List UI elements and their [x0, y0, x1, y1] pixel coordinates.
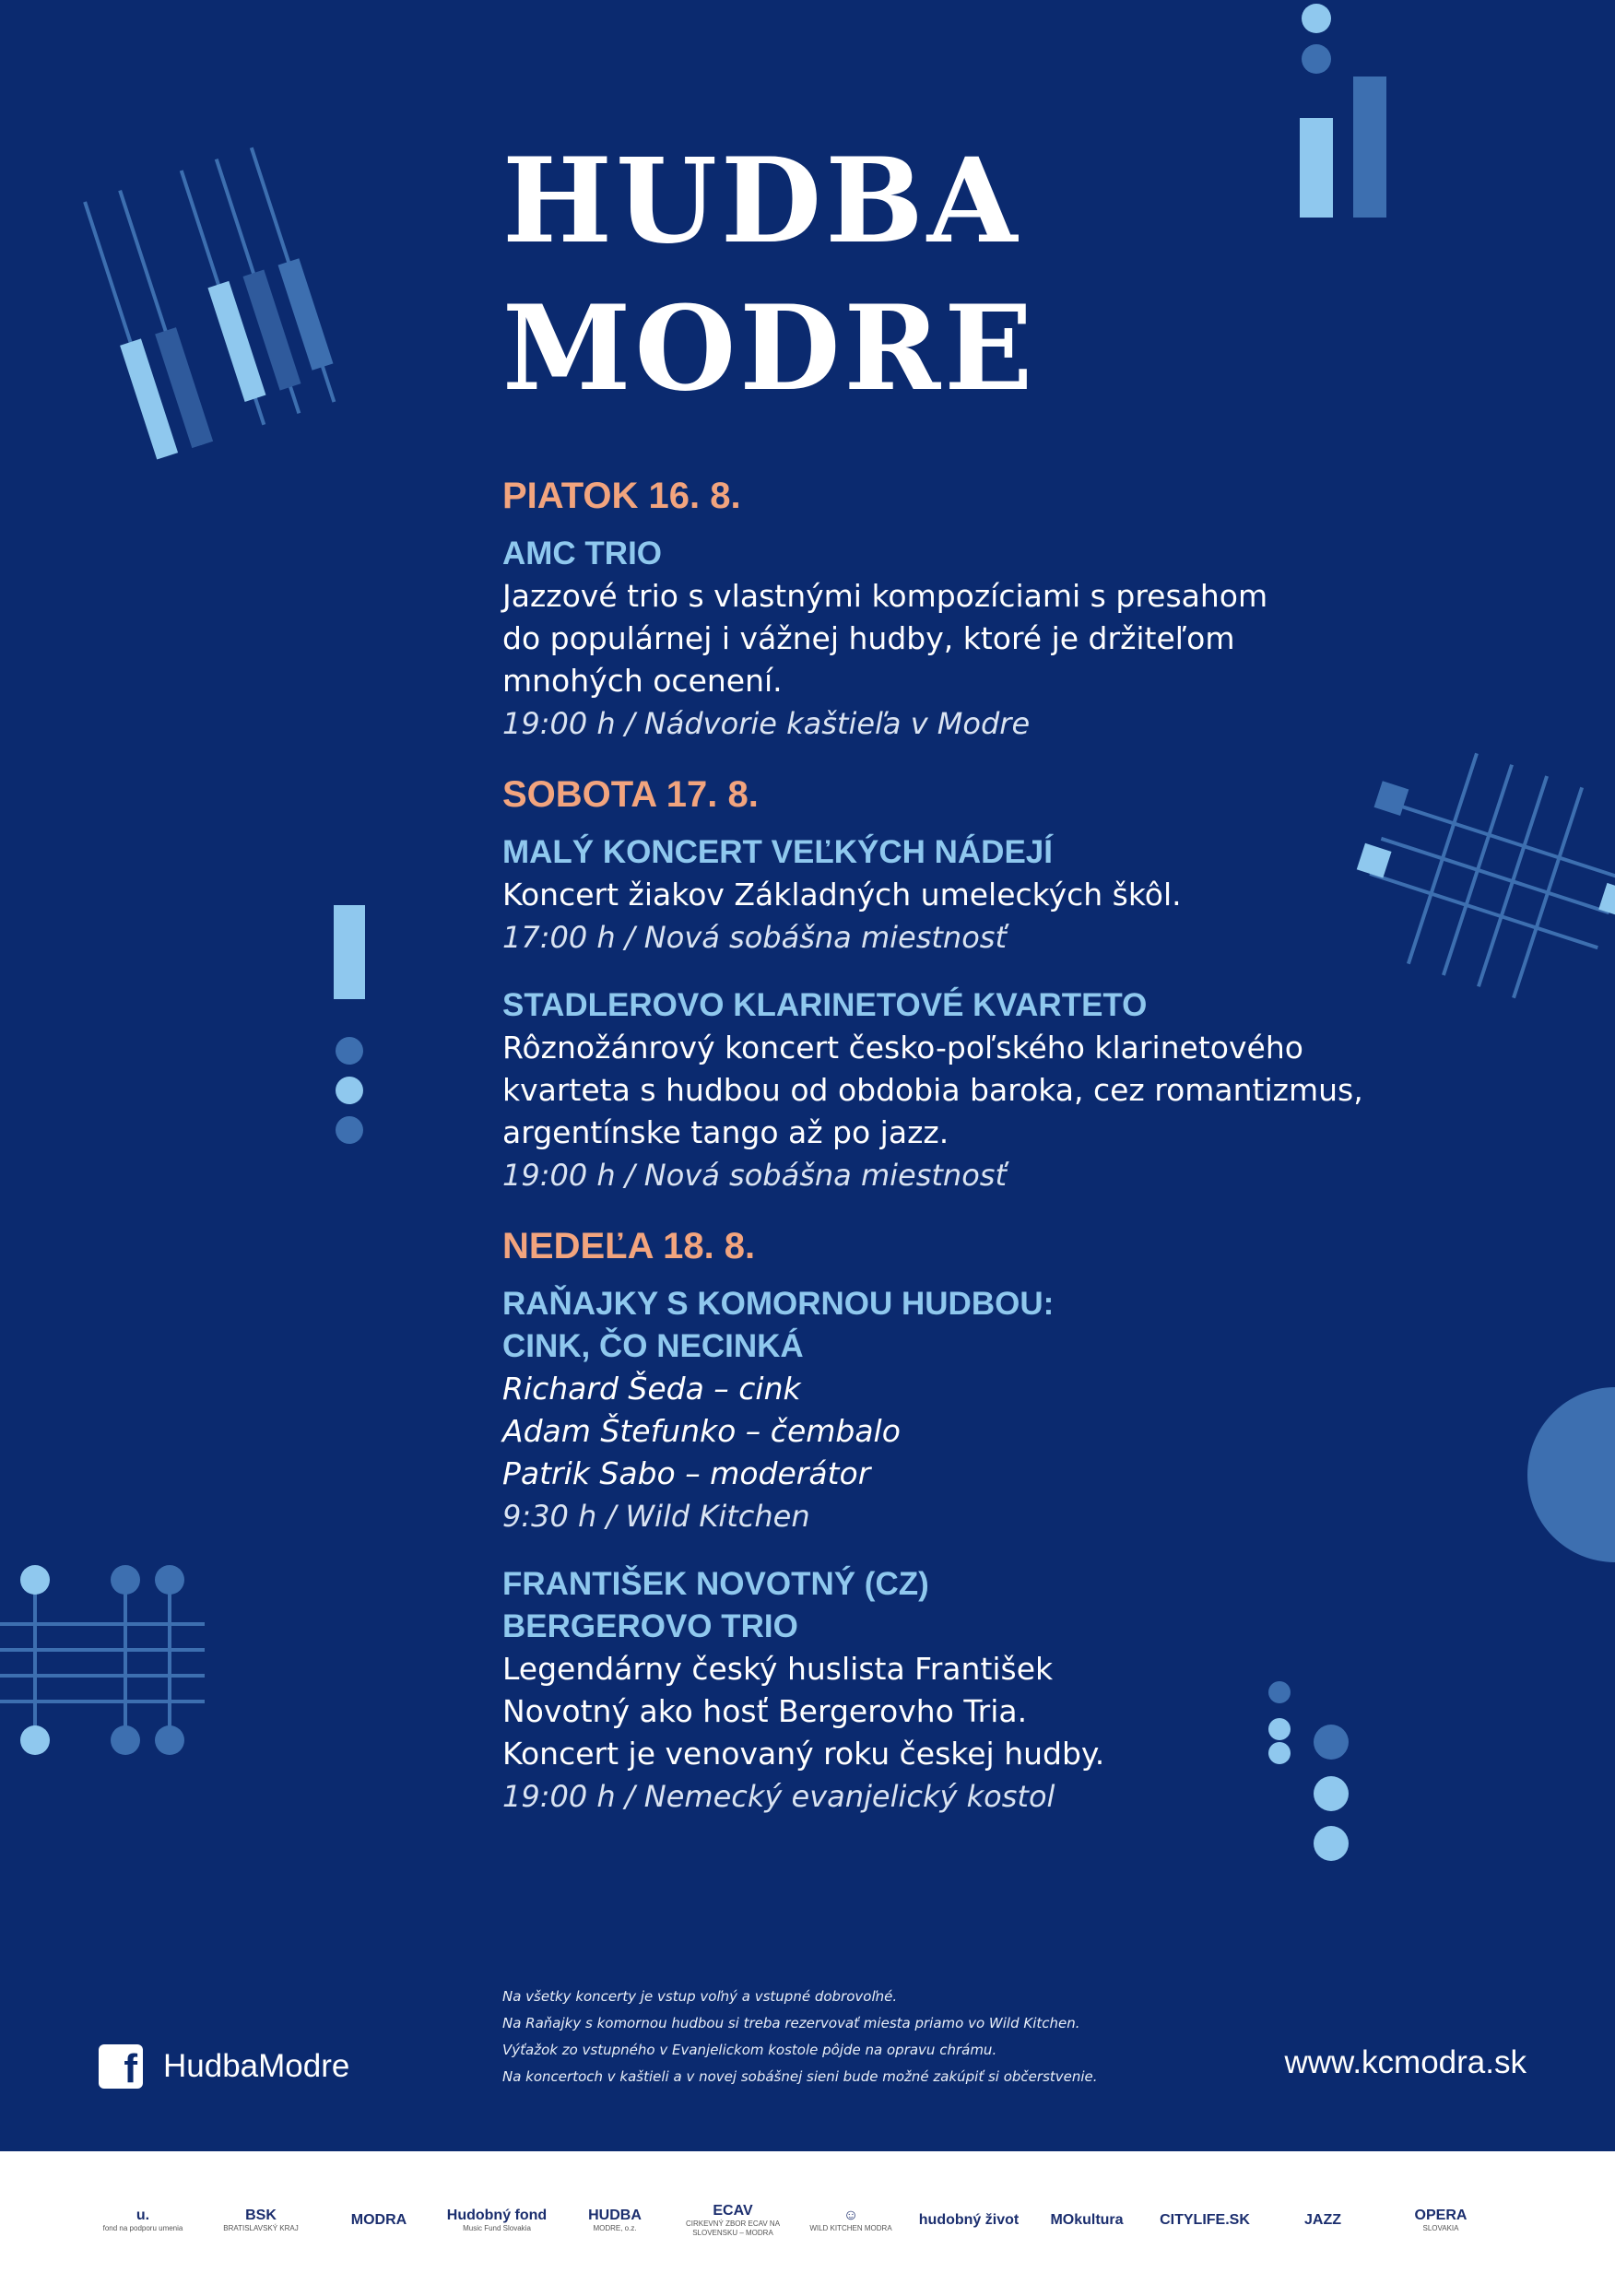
partner-logo[interactable] [328, 2188, 430, 2253]
partner-logo[interactable] [564, 2188, 666, 2253]
event-description [502, 575, 1443, 702]
program-schedule [502, 472, 1443, 1843]
description-line: Rôznožánrový koncert česko-poľského klarinetového [502, 1030, 1303, 1066]
event-item [502, 1283, 1443, 1537]
description-line: argentínske tango až po jazz. [502, 1114, 949, 1150]
left-bar-dots-decoration [334, 905, 365, 1144]
note-line: Výťažok zo vstupného v Evanjelickom kostole pôjde na opravu chrámu. [502, 2042, 997, 2058]
note-line: Na Raňajky s komornou hudbou si treba rezervovať miesta priamo vo Wild Kitchen. [502, 2015, 1080, 2031]
event-item [502, 533, 1443, 745]
event-title-line: STADLEROVO KLARINETOVÉ KVARTETO [502, 987, 1148, 1023]
event-description [502, 1027, 1443, 1154]
grid-decoration-left [0, 1565, 205, 1755]
event-title [502, 984, 1443, 1027]
description-line: kvarteta s hudbou od obdobia baroka, cez romantizmus, [502, 1072, 1363, 1108]
description-line: Jazzové trio s vlastnými kompozíciami s presahom [502, 578, 1268, 614]
day-label: NEDEĽA 18. 8. [502, 1226, 756, 1266]
partner-logo-caption: BRATISLAVSKÝ KRAJ [223, 2224, 299, 2232]
partner-logo-mark: HUDBA [588, 2208, 642, 2223]
event-title-line: MALÝ KONCERT VEĽKÝCH NÁDEJÍ [502, 834, 1053, 870]
note-line: Na koncertoch v kaštieli a v novej sobášnej sieni bude možné zakúpiť si občerstvenie. [502, 2068, 1098, 2085]
event-title-line: BERGEROVO TRIO [502, 1608, 798, 1644]
partner-logo-mark: ☺ [843, 2208, 859, 2223]
partner-logo-mark: u. [136, 2208, 150, 2223]
partner-logo-mark: BSK [245, 2208, 277, 2223]
footnotes [502, 1984, 1098, 2090]
event-time-venue: 9:30 h / Wild Kitchen [502, 1499, 810, 1534]
partner-logo-mark: OPERA [1414, 2208, 1468, 2223]
day-section [502, 472, 1443, 745]
event-time-venue: 19:00 h / Nemecký evanjelický kostol [502, 1779, 1055, 1814]
partner-logo[interactable] [1390, 2188, 1491, 2253]
day-label: SOBOTA 17. 8. [502, 774, 759, 815]
partner-logo-mark: CITYLIFE.SK [1160, 2212, 1250, 2228]
partner-logo-mark: MOkultura [1050, 2212, 1124, 2228]
event-item [502, 984, 1443, 1196]
partner-logo-mark: hudobný život [918, 2212, 1020, 2228]
partner-logo[interactable] [1036, 2188, 1138, 2253]
note-line: Na všetky koncerty je vstup voľný a vstupné dobrovoľné. [502, 1988, 898, 2005]
event-performers [502, 1368, 1443, 1495]
partner-logo-mark: MODRA [350, 2212, 407, 2228]
event-title [502, 1283, 1443, 1368]
event-time-venue: 19:00 h / Nádvorie kaštieľa v Modre [502, 706, 1031, 741]
facebook-link[interactable] [99, 2044, 349, 2089]
day-label: PIATOK 16. 8. [502, 476, 741, 516]
description-line: Koncert žiakov Základných umeleckých škôl. [502, 877, 1182, 913]
description-line: Legendárny český huslista František [502, 1651, 1054, 1687]
partner-logo[interactable] [682, 2188, 784, 2253]
partner-logo[interactable] [800, 2188, 902, 2253]
description-line: mnohých ocenení. [502, 663, 783, 699]
partner-logo[interactable] [1154, 2188, 1255, 2253]
event-title [502, 533, 1443, 575]
partner-logo-caption: MODRE, o.z. [593, 2224, 637, 2232]
partner-logo[interactable] [918, 2188, 1020, 2253]
facebook-handle[interactable]: HudbaModre [163, 2048, 350, 2084]
partner-logo-caption: Music Fund Slovakia [463, 2224, 531, 2232]
event-description [502, 874, 1443, 916]
day-section [502, 771, 1443, 1196]
website-link[interactable]: www.kcmodra.sk [1284, 2044, 1527, 2080]
event-title-line: AMC TRIO [502, 536, 663, 571]
partner-logo-caption: SLOVAKIA [1422, 2224, 1459, 2232]
title-line-2: MODRE [502, 280, 1037, 417]
description-line: Koncert je venovaný roku českej hudby. [502, 1736, 1105, 1772]
event-title-line: FRANTIŠEK NOVOTNÝ (CZ) [502, 1566, 929, 1602]
event-title-line: CINK, ČO NECINKÁ [502, 1328, 804, 1364]
half-circle-decoration [1527, 1387, 1615, 1562]
performer-line: Richard Šeda – cink [502, 1371, 801, 1407]
partner-logo-mark: JAZZ [1304, 2212, 1341, 2228]
partner-logo-mark: Hudobný fond [446, 2208, 548, 2223]
partner-logo-mark: ECAV [713, 2203, 753, 2219]
event-title-line: RAŇAJKY S KOMORNOU HUDBOU: [502, 1286, 1055, 1322]
event-description [502, 1648, 1443, 1775]
facebook-icon: f [99, 2044, 143, 2089]
partner-logo[interactable] [446, 2188, 548, 2253]
partner-logos-bar [0, 2151, 1615, 2296]
partner-logo[interactable] [1272, 2188, 1373, 2253]
event-title [502, 831, 1443, 874]
piano-keys-decoration [75, 145, 345, 460]
description-line: do populárnej i vážnej hudby, ktoré je držiteľom [502, 620, 1235, 656]
partner-logo[interactable] [92, 2188, 194, 2253]
event-title [502, 1563, 1443, 1648]
partner-logo-caption: WILD KITCHEN MODRA [809, 2224, 892, 2232]
title-line-1: HUDBA [502, 133, 1021, 269]
partner-logo-caption: fond na podporu umenia [102, 2224, 183, 2232]
performer-line: Patrik Sabo – moderátor [502, 1455, 871, 1491]
performer-line: Adam Štefunko – čembalo [502, 1413, 901, 1449]
festival-title [502, 127, 1036, 422]
event-item [502, 1563, 1443, 1818]
day-section [502, 1222, 1443, 1818]
event-item [502, 831, 1443, 959]
partner-logo[interactable] [210, 2188, 312, 2253]
partner-logo-caption: CIRKEVNÝ ZBOR ECAV NA SLOVENSKU – MODRA [685, 2219, 781, 2237]
top-bars-decoration [1300, 4, 1386, 218]
event-time-venue: 19:00 h / Nová sobášna miestnosť [502, 1158, 1007, 1193]
event-time-venue: 17:00 h / Nová sobášna miestnosť [502, 920, 1007, 955]
description-line: Novotný ako hosť Bergerovho Tria. [502, 1693, 1028, 1729]
